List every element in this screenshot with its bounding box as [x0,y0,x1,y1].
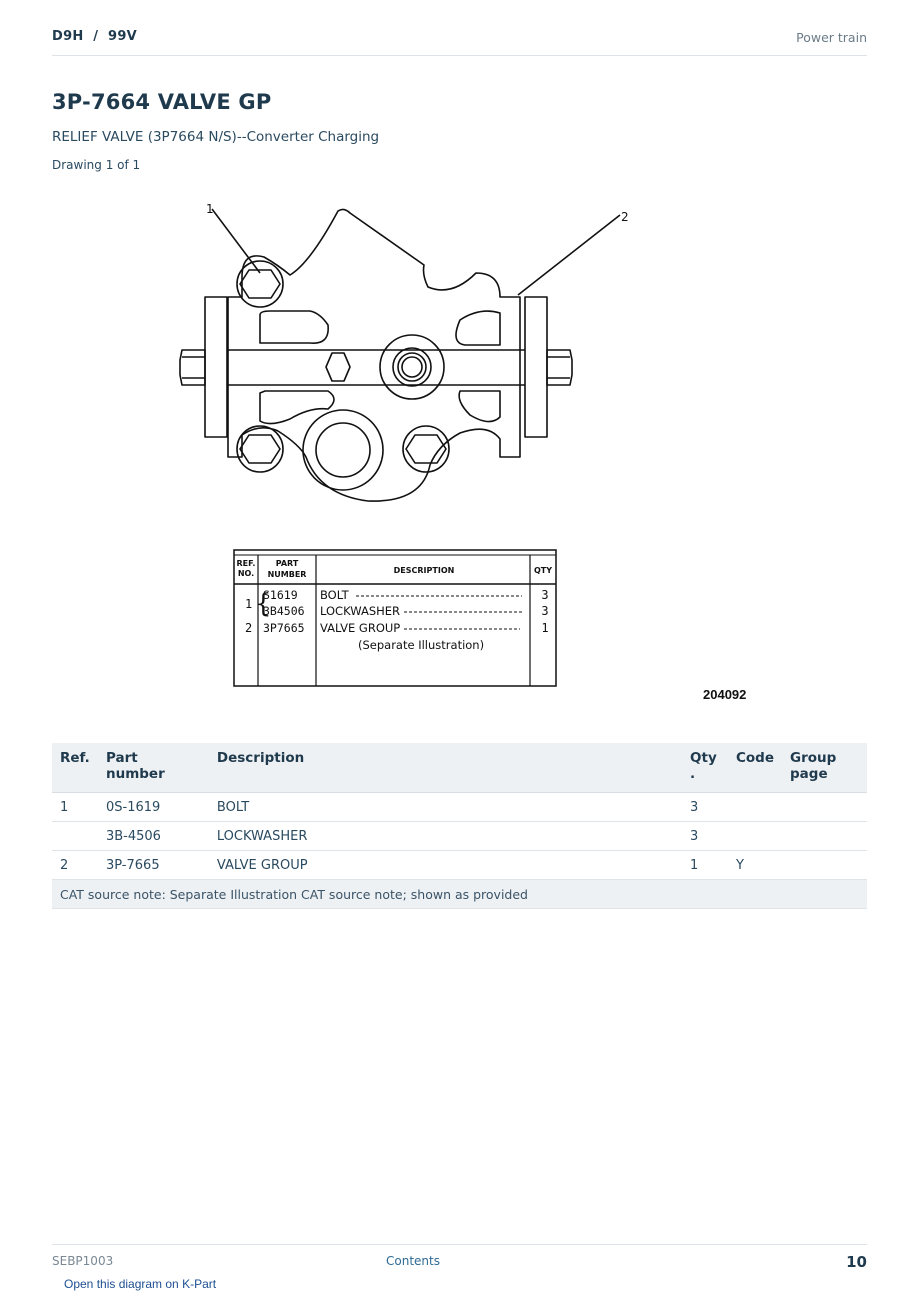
inset-desc-1: BOLT [320,588,349,602]
inset-header-ref-2: NO. [237,569,255,578]
cell-ref: 2 [52,851,98,880]
inset-note: (Separate Illustration) [358,638,485,652]
col-description: Description [209,743,682,793]
source-note: CAT source note: Separate Illustration CAT source note; shown as provided [52,880,867,909]
cell-ref: 1 [52,793,98,822]
callout-2-leader [518,215,620,295]
table-note-row [52,880,867,909]
col-ref: Ref. [52,743,98,793]
inset-desc-2: LOCKWASHER [320,604,401,618]
cell-part-number: 3B-4506 [98,822,209,851]
valve-body-outline [228,209,520,501]
inset-header-desc: DESCRIPTION [393,566,455,575]
callout-1: 1 [206,202,214,216]
col-part-number: Part number [98,743,209,793]
bolt-bottom-right [403,426,449,472]
right-end-nut [547,350,572,385]
col-group-page: Group page [782,743,867,793]
figure-number: 204092 [703,687,747,702]
table-row [52,851,867,880]
col-code: Code [728,743,782,793]
cell-qty: 3 [682,822,728,851]
page-title: 3P-7664 VALVE GP [52,90,272,114]
lower-port [303,410,383,490]
cell-group-page [782,793,867,822]
bolt-top-left [237,261,283,307]
cell-code [728,793,782,822]
cell-ref [52,822,98,851]
cell-description: LOCKWASHER [209,822,682,851]
cell-qty: 1 [682,851,728,880]
center-fitting [380,335,444,399]
cell-code [728,822,782,851]
inset-brace: { [255,589,272,619]
inset-part-1: S1619 [263,588,298,602]
page-number: 10 [846,1253,867,1271]
cell-group-page [782,822,867,851]
inset-qty-1: 3 [541,588,549,602]
model-label: D9H / 99V [52,29,138,44]
inset-part-3: 3P7665 [263,621,305,635]
inset-ref-2: 2 [245,621,253,635]
right-flange [525,297,547,437]
drawing-count: Drawing 1 of 1 [52,158,141,172]
inset-desc-3: VALVE GROUP [320,621,401,635]
cell-description: BOLT [209,793,682,822]
parts-diagram [160,195,760,715]
doc-id: SEBP1003 [52,1254,114,1268]
left-flange [205,297,227,437]
center-hex-plug [326,353,350,381]
page-subtitle: RELIEF VALVE (3P7664 N/S)--Converter Charging [52,129,380,145]
inset-ref-1: 1 [245,597,253,611]
left-end-nut [180,350,205,385]
kpart-link[interactable]: Open this diagram on K-Part [64,1277,217,1291]
callout-1-leader [212,209,260,273]
cell-group-page [782,851,867,880]
page-header [52,29,867,56]
inset-part-2: 3B4506 [263,604,305,618]
inset-qty-2: 3 [541,604,549,618]
cell-part-number: 3P-7665 [98,851,209,880]
inset-header-ref-1: REF. [236,559,256,568]
inset-header-part-2: NUMBER [267,570,307,579]
col-qty: Qty . [682,743,728,793]
cell-code: Y [728,851,782,880]
inset-header-part-1: PART [275,559,299,568]
cell-qty: 3 [682,793,728,822]
bolt-bottom-left [237,426,283,472]
contents-link[interactable]: Contents [386,1254,440,1268]
cell-part-number: 0S-1619 [98,793,209,822]
table-row [52,793,867,822]
table-row [52,822,867,851]
inset-qty-3: 1 [541,621,549,635]
parts-table [52,743,867,909]
callout-2: 2 [621,210,629,224]
page-footer [52,1244,867,1274]
inset-parts-table [234,550,556,686]
inset-header-qty: QTY [533,566,553,575]
cell-description: VALVE GROUP [209,851,682,880]
table-header-row [52,743,867,793]
section-label: Power train [796,30,867,45]
